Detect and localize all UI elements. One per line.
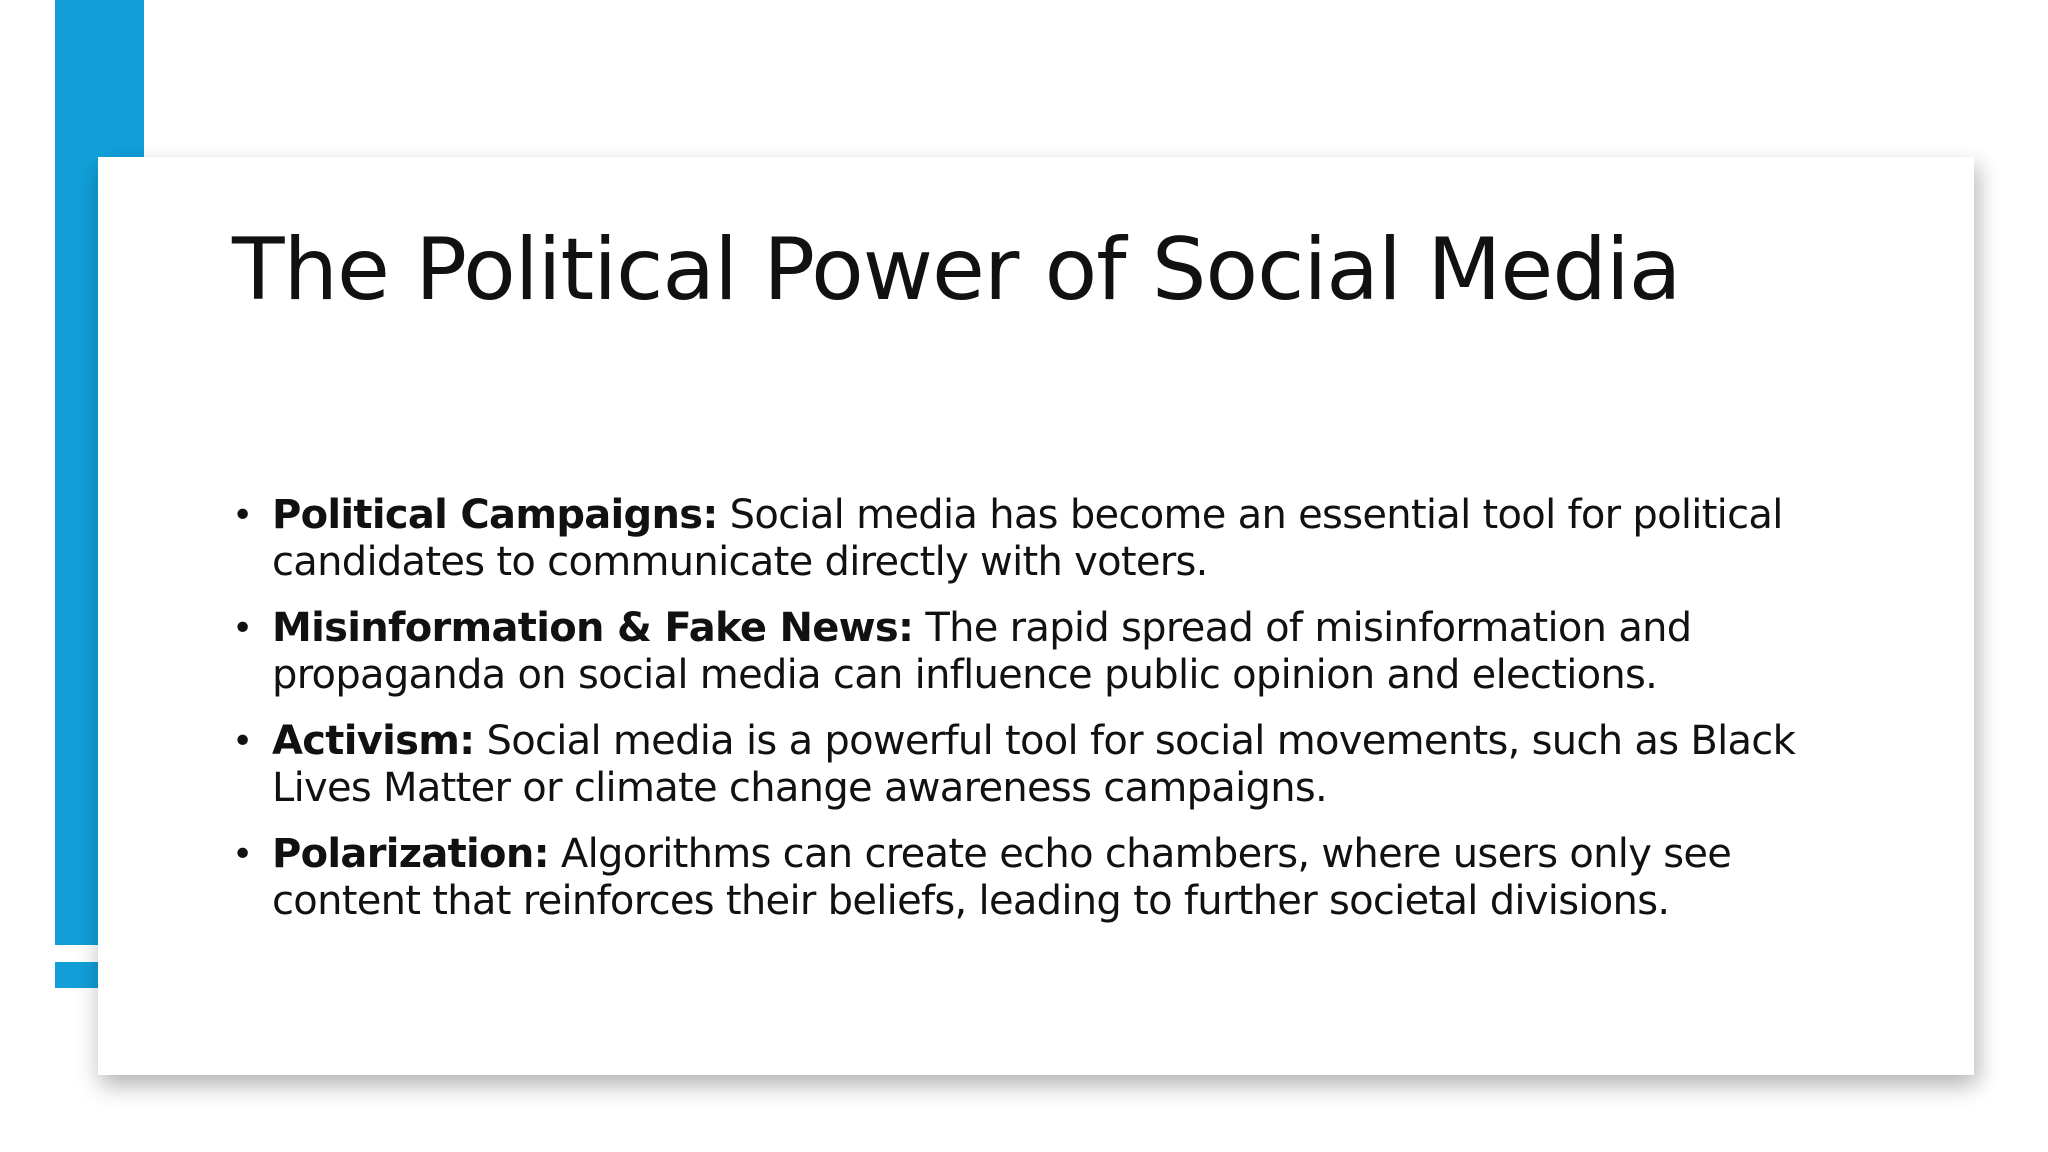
bullet-term: Misinformation & Fake News: xyxy=(272,605,914,651)
bullet-icon: • xyxy=(232,495,253,536)
bullet-term: Polarization: xyxy=(272,831,549,877)
bullet-item-political-campaigns xyxy=(232,492,1872,586)
bullet-item-activism xyxy=(232,718,1872,812)
bullet-icon: • xyxy=(232,721,253,762)
bullet-icon: • xyxy=(232,608,253,649)
bullet-term: Activism: xyxy=(272,718,475,764)
bullet-list xyxy=(232,492,1872,944)
accent-bar-vertical xyxy=(55,150,99,945)
bullet-text: The rapid spread of misinformation and propaganda on social media can influence public opinion and elections. xyxy=(272,605,1692,698)
bullet-item-misinformation xyxy=(232,605,1872,699)
bullet-icon: • xyxy=(232,834,253,875)
bullet-text: Algorithms can create echo chambers, where users only see content that reinforces their beliefs, leading to further societal divisions. xyxy=(272,831,1732,924)
bullet-term: Political Campaigns: xyxy=(272,492,718,538)
bullet-item-polarization xyxy=(232,831,1872,925)
bullet-text: Social media has become an essential tool for political candidates to communicate directly with voters. xyxy=(272,492,1783,585)
bullet-text: Social media is a powerful tool for social movements, such as Black Lives Matter or climate change awareness campaigns. xyxy=(272,718,1796,811)
slide-title: The Political Power of Social Media xyxy=(232,220,1681,320)
accent-bar-foot xyxy=(55,962,99,988)
accent-bar-top xyxy=(55,0,144,157)
